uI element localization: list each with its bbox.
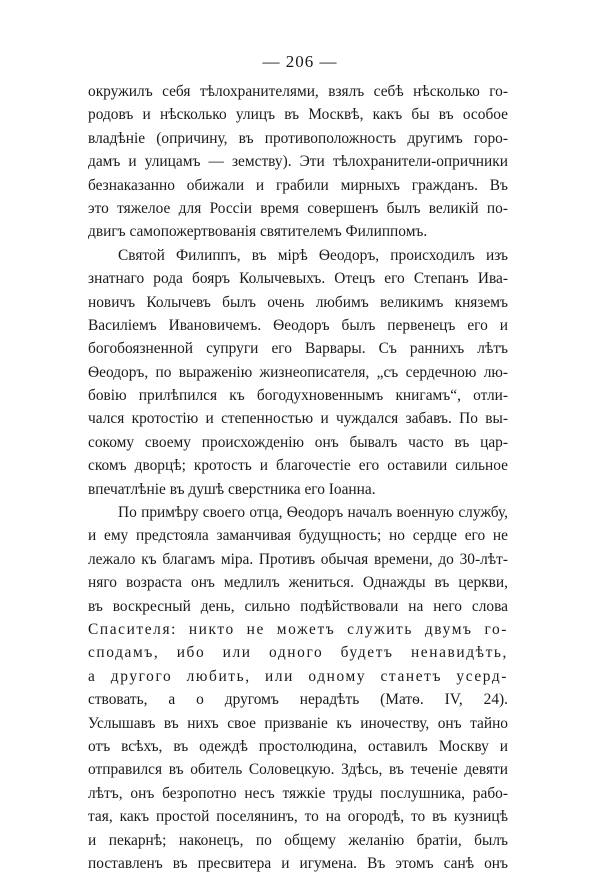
text-line: лежало къ благамъ міра. Противъ обычая времени, до 30-лѣт-: [88, 550, 508, 568]
text-line: дамъ и улицамъ — земству). Эти тѣлохранители-опричники: [88, 153, 508, 171]
text-line: это тяжелое для Россіи время совершенъ былъ великій по-: [88, 199, 508, 217]
text-line: родовъ и нѣсколько улицъ въ Москвѣ, какъ бы въ особое: [88, 106, 508, 124]
text-line: окружилъ себя тѣлохранителями, взялъ себѣ нѣсколько го-: [88, 83, 508, 100]
text-line: и ему предстояла заманчивая будущность; но сердце его не: [88, 527, 508, 545]
text-line: бовію прилѣпился къ богодухновеннымъ книгамъ“, отли-: [88, 387, 508, 405]
text-line: богобоязненной супруги его Варвары. Съ раннихъ лѣтъ: [88, 340, 508, 358]
text-line: въ воскресный день, сильно подѣйствовали на него слова: [88, 597, 508, 615]
text-line: лѣтъ, онъ безропотно несъ тяжкіе труды послушника, рабо-: [88, 784, 508, 802]
text-line: сокому своему происхожденію онъ бывалъ часто въ цар-: [88, 433, 508, 451]
text-line: двигъ самопожертвованія святителемъ Филиппомъ.: [88, 223, 428, 241]
page-number: — 206 —: [262, 52, 338, 71]
text-line: По примѣру своего отца, Ѳеодоръ началъ военную службу,: [118, 504, 508, 522]
text-line: отъ всѣхъ, въ одеждѣ простолюдина, оставилъ Москву и: [88, 737, 508, 755]
text-line: впечатлѣніе въ душѣ сверстника его Іоанна.: [88, 480, 376, 498]
text-line: знатнаго рода бояръ Колычевыхъ. Отецъ его Степанъ Ива-: [88, 270, 508, 288]
body-text: [88, 80, 508, 875]
text-line: тая, какъ простой поселянинъ, то на огородѣ, то въ кузницѣ: [88, 808, 508, 826]
text-line: и пекарнѣ; наконецъ, по общему желанію братіи, былъ: [88, 831, 508, 849]
text-line: безнаказанно обижали и грабили мирныхъ гражданъ. Въ: [88, 176, 508, 194]
text-line: отправился въ обитель Соловецкую. Здѣсь, въ теченіе девяти: [88, 761, 508, 779]
text-line: Василіемъ Ивановичемъ. Ѳеодоръ былъ первенецъ его и: [88, 316, 508, 334]
text-line: Святой Филиппъ, въ мірѣ Ѳеодоръ, происходилъ изъ: [118, 246, 508, 264]
scripture-quote-line: сподамъ, ибо или одного будетъ ненавидѣть,: [88, 644, 508, 662]
scripture-quote-line: а другого любить, или одному станетъ усерд-: [88, 667, 508, 685]
text-line: Ѳеодоръ, по выраженію жизнеописателя, „съ сердечною лю-: [88, 363, 508, 381]
scripture-quote-line: ствовать, а о другомъ нерадѣть (Матѳ. IV, 24).: [88, 691, 508, 709]
text-line: поставленъ въ пресвитера и игумена. Въ этомъ санѣ онъ: [88, 854, 508, 872]
text-line: новичъ Колычевъ былъ очень любимъ великимъ княземъ: [88, 293, 508, 311]
text-line: владѣніе (опричину, въ противоположность другимъ горо-: [88, 129, 508, 147]
text-line: скомъ дворцѣ; кротость и благочестіе его оставили сильное: [88, 457, 508, 475]
text-line: няго возраста онъ медлилъ жениться. Однажды въ церкви,: [88, 574, 508, 592]
text-line: Услышавъ въ нихъ свое призваніе къ иночеству, онъ тайно: [88, 714, 508, 732]
scripture-quote-line: Спасителя: никто не можетъ служить двумъ го-: [88, 620, 508, 638]
text-line: чался кротостію и степенностью и чуждался забавъ. По вы-: [88, 410, 508, 428]
